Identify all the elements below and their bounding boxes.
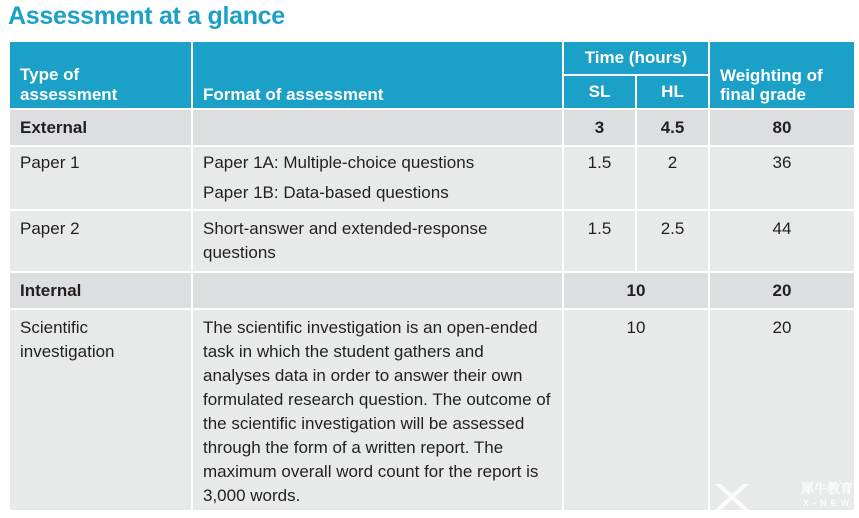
header-weighting-line2: final grade bbox=[720, 85, 806, 104]
cell-hl: 2 bbox=[636, 146, 709, 210]
cell-hl: 4.5 bbox=[636, 109, 709, 146]
header-weighting bbox=[709, 41, 855, 109]
header-hl: HL bbox=[636, 75, 709, 109]
table-row-scientific bbox=[9, 309, 855, 511]
cell-weight: 44 bbox=[709, 210, 855, 272]
assessment-table bbox=[8, 40, 856, 512]
cell-type: Internal bbox=[9, 272, 192, 309]
cell-format: The scientific investigation is an open-ended task in which the student gathers and analyses data in order to answer their own formulated research question. The outcome of the scientific investigation will be assessed through the form of a written report. The maximum overall word count for the report is 3,000 words. bbox=[192, 309, 563, 511]
header-time: Time (hours) bbox=[563, 41, 709, 75]
watermark-logo-icon bbox=[711, 482, 751, 512]
format-line-b: Paper 1B: Data-based questions bbox=[203, 183, 449, 202]
cell-format bbox=[192, 109, 563, 146]
header-sl: SL bbox=[563, 75, 636, 109]
cell-type: Scientific investigation bbox=[9, 309, 192, 511]
cell-type: Paper 2 bbox=[9, 210, 192, 272]
cell-weight: 80 bbox=[709, 109, 855, 146]
cell-weight: 36 bbox=[709, 146, 855, 210]
table-row-paper2 bbox=[9, 210, 855, 272]
cell-sl: 3 bbox=[563, 109, 636, 146]
cell-format: Short-answer and extended-response questions bbox=[192, 210, 563, 272]
cell-type: External bbox=[9, 109, 192, 146]
cell-sl: 1.5 bbox=[563, 146, 636, 210]
table-row-internal bbox=[9, 272, 855, 309]
header-format: Format of assessment bbox=[192, 41, 563, 109]
page-title: Assessment at a glance bbox=[8, 2, 285, 30]
cell-time: 10 bbox=[563, 309, 709, 511]
cell-hl: 2.5 bbox=[636, 210, 709, 272]
header-weighting-line1: Weighting of bbox=[720, 66, 823, 85]
cell-weight: 20 bbox=[709, 272, 855, 309]
watermark bbox=[801, 482, 853, 510]
table-row-paper1 bbox=[9, 146, 855, 210]
cell-time: 10 bbox=[563, 272, 709, 309]
watermark-line2: X-NEW bbox=[803, 498, 853, 508]
cell-format bbox=[192, 146, 563, 210]
cell-type: Paper 1 bbox=[9, 146, 192, 210]
format-line-a: Paper 1A: Multiple-choice questions bbox=[203, 153, 475, 172]
cell-weight: 20 bbox=[709, 309, 855, 511]
cell-format bbox=[192, 272, 563, 309]
table-row-external bbox=[9, 109, 855, 146]
watermark-line1: 犀牛教育 bbox=[800, 481, 853, 496]
cell-sl: 1.5 bbox=[563, 210, 636, 272]
header-type: Type of assessment bbox=[9, 41, 192, 109]
